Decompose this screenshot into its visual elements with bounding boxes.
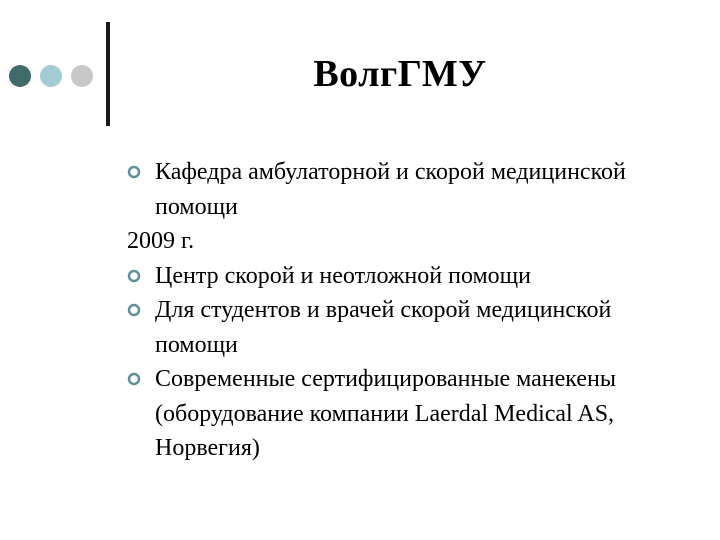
dot-grey-icon [71,65,93,87]
dot-dark-icon [9,65,31,87]
circle-bullet-icon [127,259,147,294]
title-divider [106,22,110,126]
list-item-text: Современные сертифицированные манекены (оборудование компании Laerdal Medical AS, Норвегия) [155,366,616,461]
list-item-text: Для студентов и врачей скорой медицинской помощи [155,297,612,358]
list-item-text: 2009 г. [127,228,195,254]
dot-teal-icon [40,65,62,87]
circle-bullet-icon [127,293,147,328]
bullet-list [127,155,687,466]
list-item [127,259,687,294]
slide-title: ВолгГМУ [313,53,487,95]
list-item-year [127,224,687,259]
list-item [127,362,687,466]
list-item [127,155,687,224]
list-item-text: Кафедра амбулаторной и скорой медицинской помощи [155,159,626,220]
circle-bullet-icon [127,362,147,397]
circle-bullet-icon [127,155,147,190]
list-item-text: Центр скорой и неотложной помощи [155,262,532,289]
list-item [127,293,687,362]
